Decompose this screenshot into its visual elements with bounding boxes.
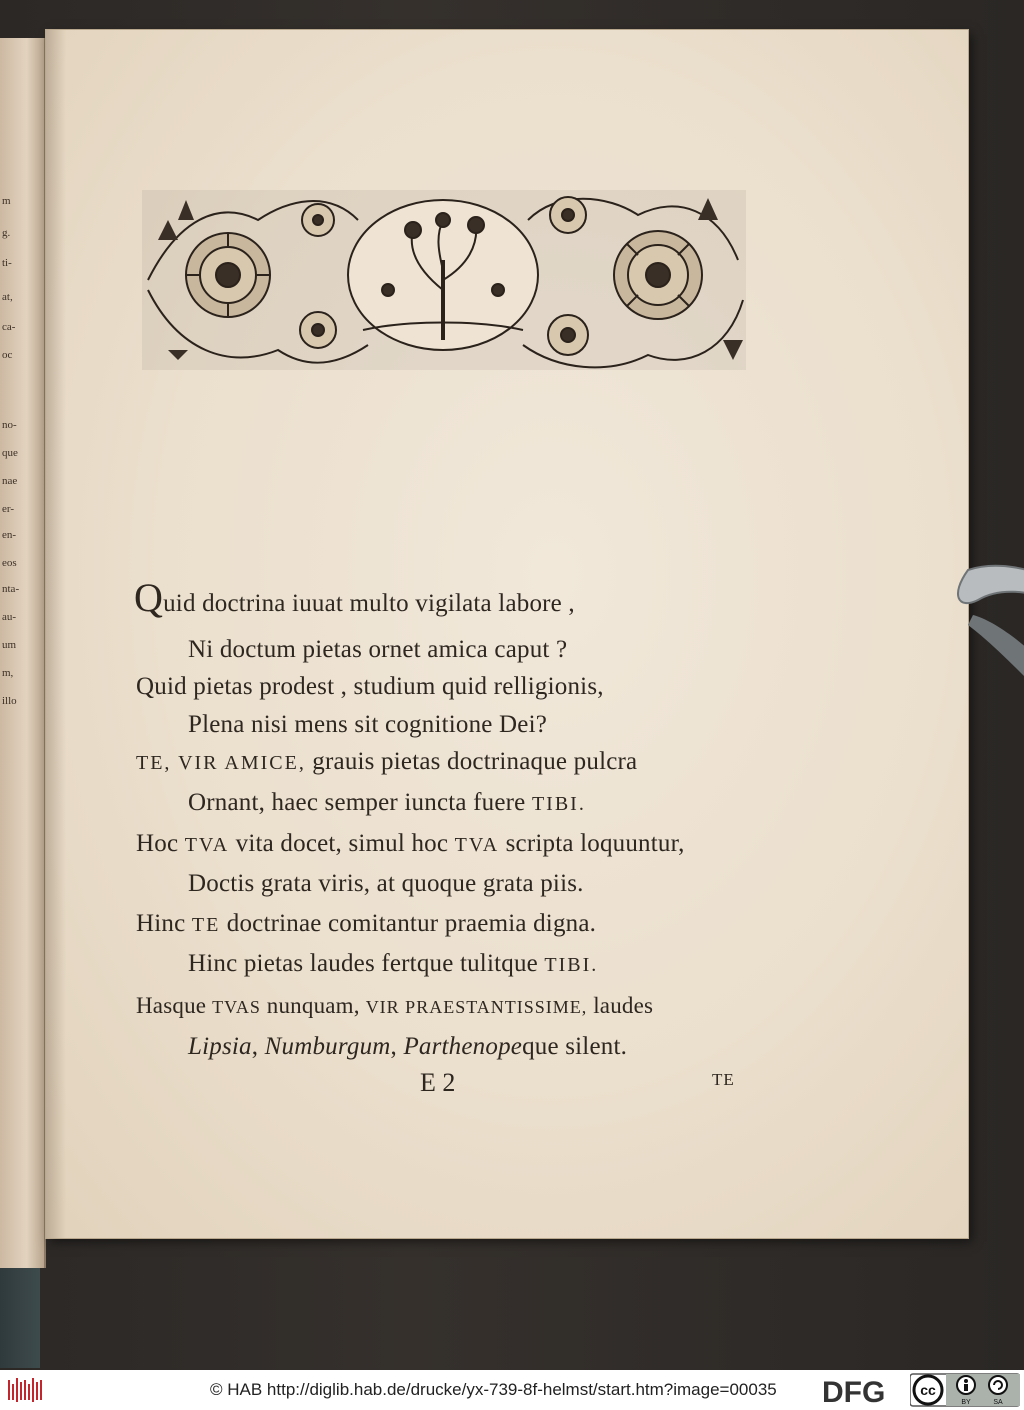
verse-text: vita docet, simul hoc	[229, 830, 455, 857]
place-name: Lipsia	[188, 1033, 252, 1060]
verse-line-7	[136, 830, 685, 858]
verse-text: Hoc	[136, 830, 185, 857]
verse-text: Hinc	[136, 910, 192, 937]
verse-text: Ornant, haec semper iuncta fuere	[188, 789, 532, 816]
source-link[interactable]: © HAB http://diglib.hab.de/drucke/yx-739-8f-helmst/start.htm?image=00035	[210, 1380, 777, 1399]
verse-text: scripta loquuntur,	[499, 830, 685, 857]
cc-icon	[914, 1376, 942, 1404]
left-page-fragment: au-	[2, 611, 17, 623]
left-page-fragment: ti-	[2, 257, 12, 269]
verse-line-8: Doctis grata viris, at quoque grata piis.	[188, 870, 584, 897]
left-page-fragment: um	[2, 639, 17, 651]
by-label: BY	[961, 1399, 971, 1406]
left-page-fragment: que	[2, 447, 18, 459]
verse-text: Hasque	[136, 993, 213, 1018]
verse-line-11	[136, 993, 653, 1019]
verse-line-5	[136, 748, 637, 776]
license-badges[interactable]	[910, 1373, 1020, 1407]
place-name: Numburgum	[264, 1033, 391, 1060]
left-page-fragment: at,	[2, 291, 13, 303]
verse-text: doctrinae comitantur praemia digna.	[220, 910, 597, 937]
left-page-fragment: oc	[2, 349, 13, 361]
woodcut-ornament-icon	[138, 180, 750, 380]
left-page-fragment: eos	[2, 557, 17, 569]
verse-line-3: Quid pietas prodest , studium quid relligionis,	[136, 673, 604, 700]
left-page-edge	[0, 38, 46, 1268]
verse-line-10	[188, 950, 598, 978]
left-page-fragment: er-	[2, 503, 14, 515]
small-caps-text: TVA	[454, 834, 500, 856]
verse-text: grauis pietas doctrinaque pulcra	[305, 748, 638, 775]
place-name: Parthenope	[403, 1033, 523, 1060]
verse-text: Hinc pietas laudes fertque tulitque	[188, 950, 545, 977]
page-gutter-shadow	[46, 30, 66, 1238]
left-page-fragment: g.	[2, 227, 11, 239]
small-caps-text: TVAS	[212, 997, 261, 1017]
small-caps-text: TIBI.	[544, 954, 599, 976]
left-page-fragment: m	[2, 195, 11, 207]
catchword: TE	[712, 1070, 735, 1089]
left-page-fragment: no-	[2, 419, 17, 431]
small-caps-text: TE	[191, 914, 221, 936]
book-binding	[0, 1268, 40, 1368]
verse-text: ,	[390, 1033, 404, 1060]
verse-line-9	[136, 910, 596, 938]
verse-line-12	[188, 1033, 627, 1061]
footer-bar	[0, 1370, 1024, 1410]
small-caps-text: TE, VIR AMICE,	[136, 752, 306, 774]
dfg-logo-icon	[820, 1374, 920, 1406]
small-caps-text: TVA	[184, 834, 230, 856]
metal-page-clip-icon	[948, 560, 1024, 680]
verse-line-1	[134, 575, 575, 620]
small-caps-text: TIBI.	[531, 793, 586, 815]
verse-line-6	[188, 789, 586, 817]
verse-line-4: Plena nisi mens sit cognitione Dei?	[188, 711, 548, 738]
signature-mark: E 2	[420, 1068, 456, 1097]
verse-line-2: Ni doctum pietas ornet amica caput ?	[188, 636, 568, 663]
dfg-label: DFG	[822, 1376, 886, 1406]
left-page-fragment: en-	[2, 529, 17, 541]
small-caps-text: VIR PRAESTANTISSIME,	[365, 997, 588, 1017]
verse-text: laudes	[587, 993, 654, 1018]
hab-barcode-logo-icon	[6, 1376, 46, 1404]
left-page-fragment: ca-	[2, 321, 16, 333]
sa-label: SA	[993, 1399, 1003, 1406]
left-page-fragment: nae	[2, 475, 18, 487]
left-page-fragment: illo	[2, 695, 17, 707]
verse-text: que silent.	[522, 1033, 628, 1060]
verse-text: nunquam,	[260, 993, 366, 1018]
drop-cap: Q	[134, 575, 164, 620]
left-page-fragment: nta-	[2, 583, 20, 595]
left-page-fragment: m,	[2, 667, 14, 679]
verse-text: uid doctrina iuuat multo vigilata labore ,	[163, 590, 575, 617]
verse-text: ,	[251, 1033, 265, 1060]
svg-text:cc: cc	[920, 1382, 936, 1398]
